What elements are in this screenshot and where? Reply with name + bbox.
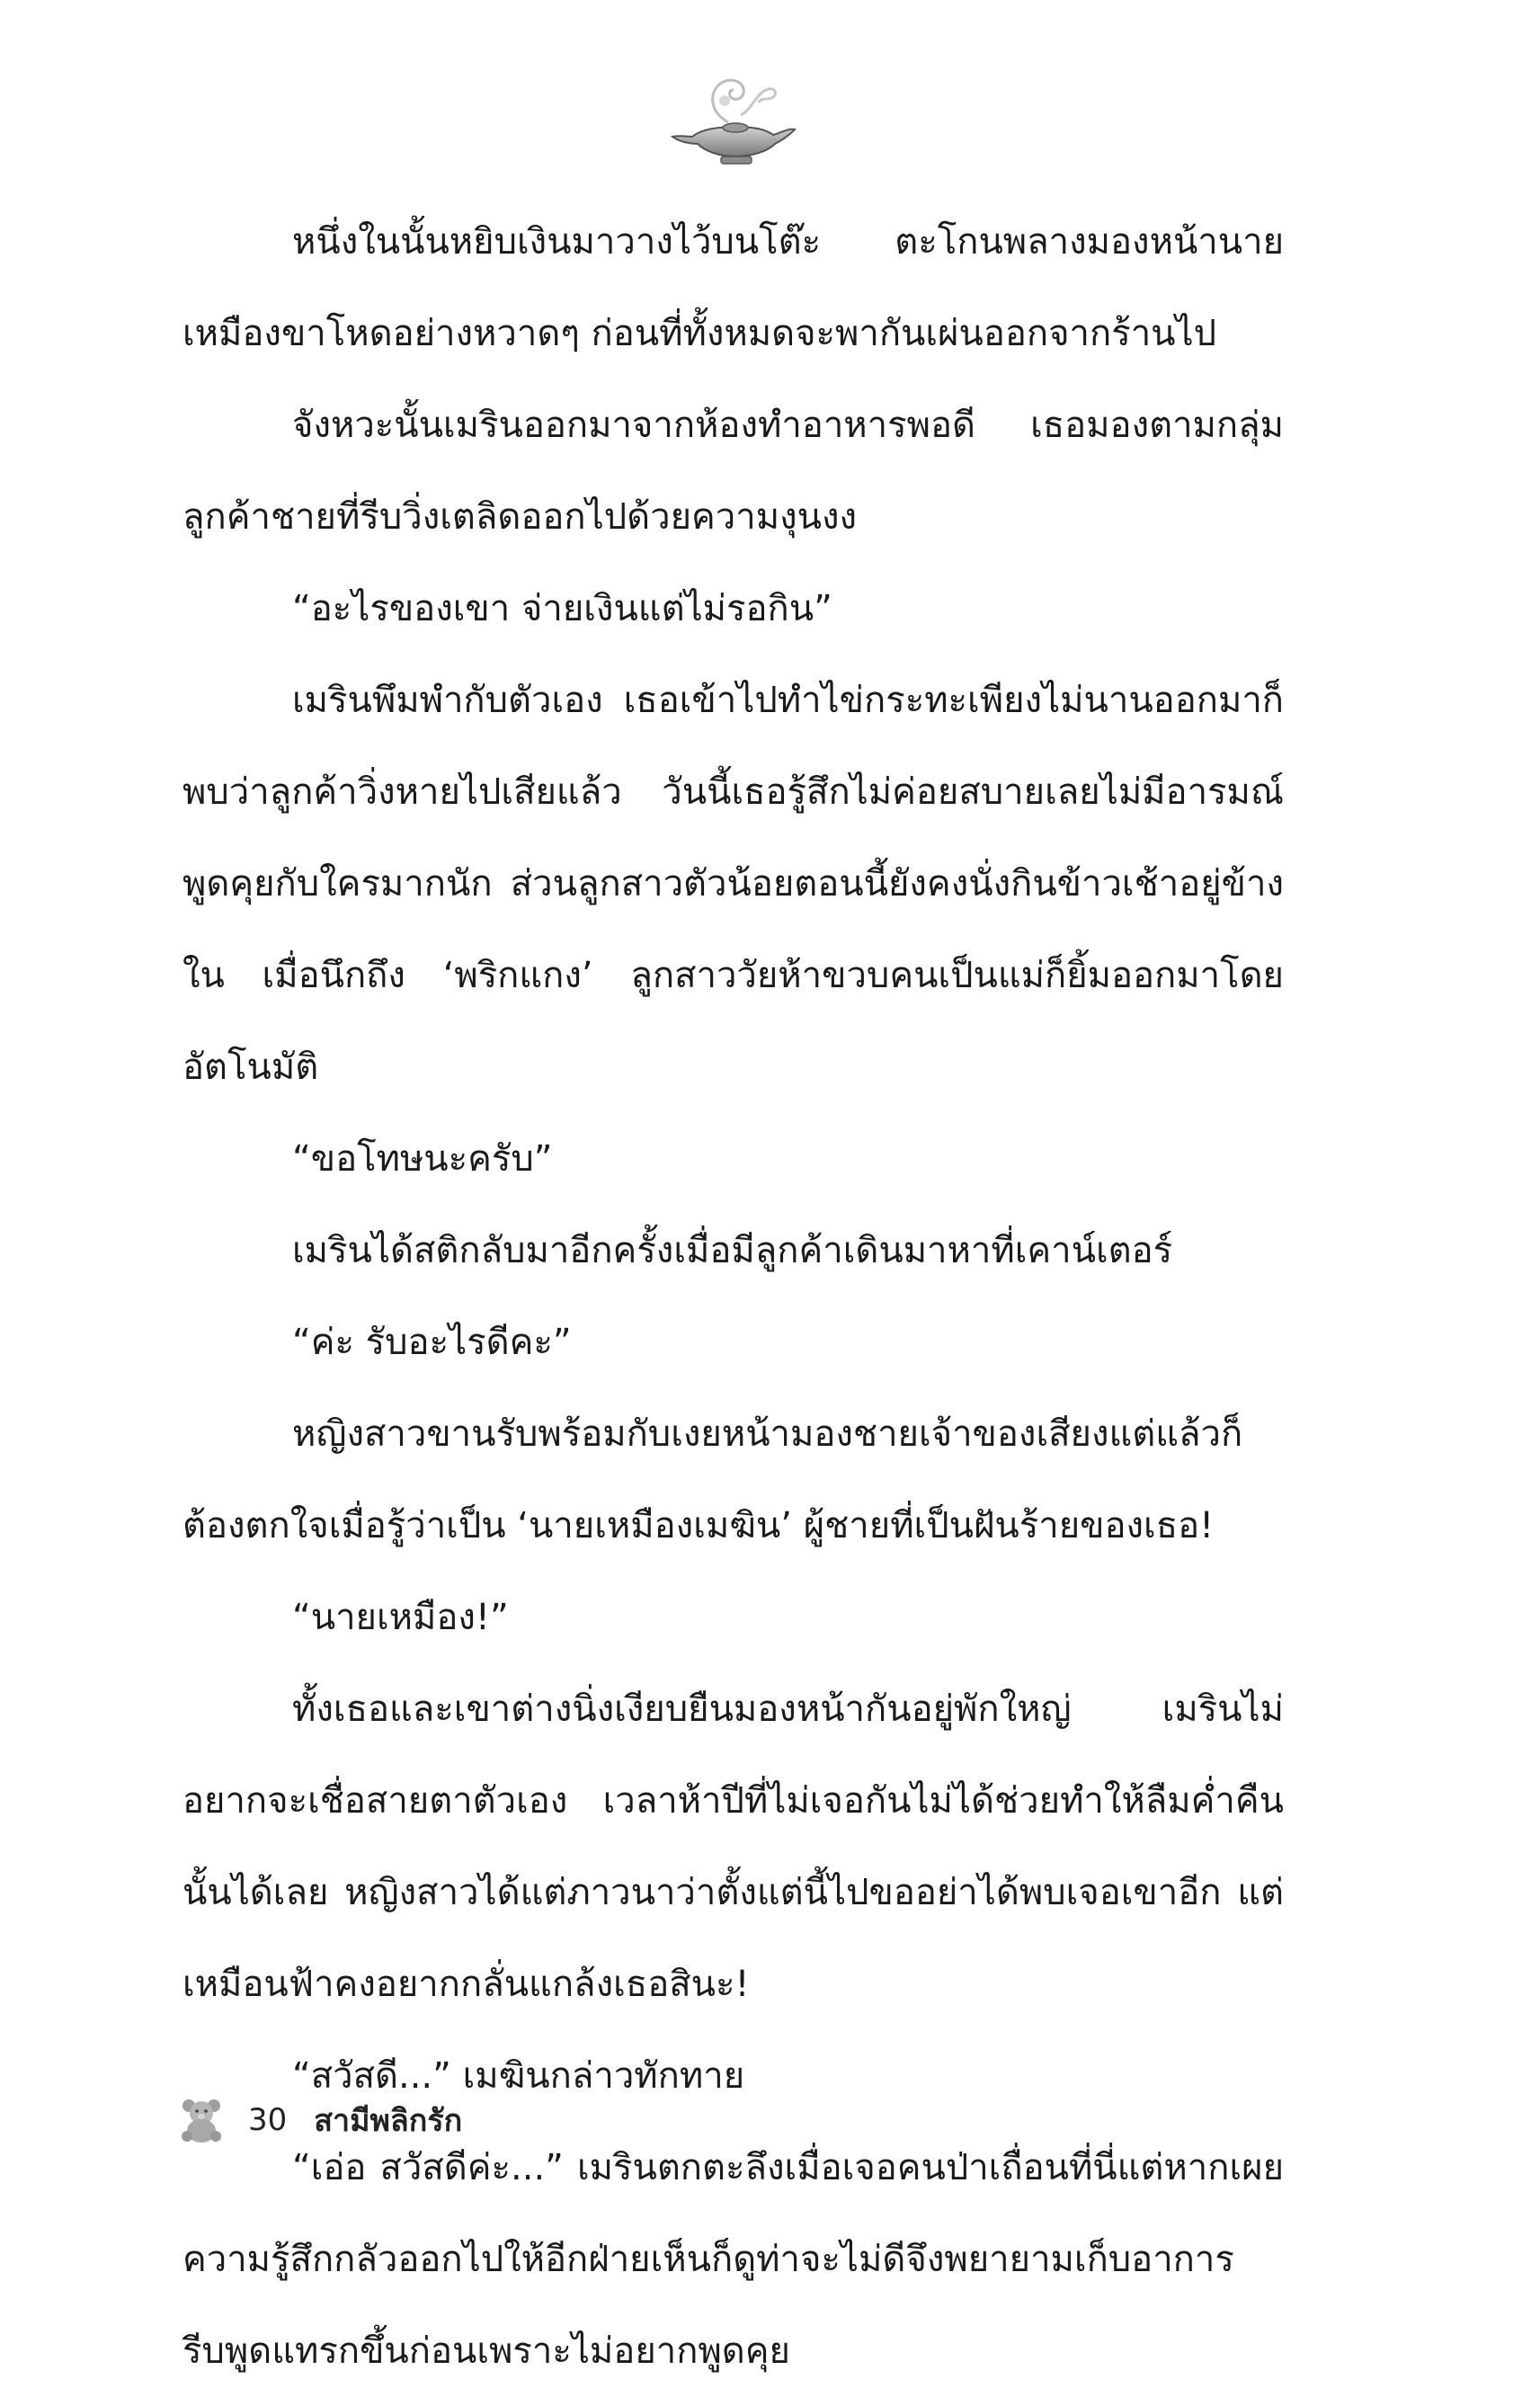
paragraph: หญิงสาวขานรับพร้อมกับเงยหน้ามองชายเจ้าของเสียงแต่แล้วก็ต้องตกใจเมื่อรู้ว่าเป็น ‘นายเหมืองเมฆิน’ ผู้ชายที่เป็นฝันร้ายของเธอ!: [182, 1413, 1243, 1546]
page-text: [182, 196, 1284, 2397]
dialogue-line: “ค่ะ รับอะไรดีคะ”: [292, 1322, 572, 1363]
paragraph: หนึ่งในนั้นหยิบเงินมาวางไว้บนโต๊ะ ตะโกนพลางมองหน้านายเหมืองขาโหดอย่างหวาดๆ ก่อนที่ทั้งหมดจะพากันเผ่นออกจากร้านไป: [182, 221, 1284, 354]
paragraph: เมรินได้สติกลับมาอีกครั้งเมื่อมีลูกค้าเดินมาหาที่เคาน์เตอร์: [292, 1230, 1173, 1271]
genie-lamp-icon: [665, 70, 800, 169]
dialogue-line: “สวัสดี...” เมฆินกล่าวทักทาย: [292, 2055, 745, 2097]
dialogue-line: “ขอโทษนะครับ”: [292, 1138, 553, 1180]
page-footer: [178, 2093, 462, 2147]
paragraph: ทั้งเธอและเขาต่างนิ่งเงียบยืนมองหน้ากันอยู่พักใหญ่ เมรินไม่อยากจะเชื่อสายตาตัวเอง เวลาห้าปีที่ไม่เจอกันไม่ได้ช่วยทำให้ลืมค่ำคืนนั้นได้เลย หญิงสาวได้แต่ภาวนาว่าตั้งแต่นี้ไปขออย่าได้พบเจอเขาอีก แต่เหมือนฟ้าคงอยากกลั่นแกล้งเธอสินะ!: [182, 1689, 1284, 2005]
dialogue-line: “อะไรของเขา จ่ายเงินแต่ไม่รอกิน”: [292, 588, 832, 629]
book-title: สามีพลิกรัก: [314, 2103, 463, 2139]
paragraph: จังหวะนั้นเมรินออกมาจากห้องทำอาหารพอดี เธอมองตามกลุ่มลูกค้าชายที่รีบวิ่งเตลิดออกไปด้วยความงุนงง: [182, 405, 1284, 538]
page-number: 30: [248, 2102, 288, 2138]
paragraph: เมรินพึมพำกับตัวเอง เธอเข้าไปทำไข่กระทะเพียงไม่นานออกมาก็พบว่าลูกค้าวิ่งหายไปเสียแล้ว วันนี้เธอรู้สึกไม่ค่อยสบายเลยไม่มีอารมณ์พูดคุยกับใครมากนัก ส่วนลูกสาวตัวน้อยตอนนี้ยังคงนั่งกินข้าวเช้าอยู่ข้างใน เมื่อนึกถึง ‘พริกแกง’ ลูกสาววัยห้าขวบคนเป็นแม่ก็ยิ้มออกมาโดยอัตโนมัติ: [182, 680, 1284, 1088]
dialogue-line: “นายเหมือง!”: [292, 1597, 509, 1638]
teddy-bear-icon: [178, 2097, 225, 2143]
paragraph: “เอ่อ สวัสดีค่ะ...” เมรินตกตะลึงเมื่อเจอคนป่าเถื่อนที่นี่แต่หากเผยความรู้สึกกลัวออกไปให้อีกฝ่ายเห็นก็ดูท่าจะไม่ดีจึงพยายามเก็บอาการ รีบพูดแทรกขึ้นก่อนเพราะไม่อยากพูดคุย: [182, 2147, 1284, 2372]
